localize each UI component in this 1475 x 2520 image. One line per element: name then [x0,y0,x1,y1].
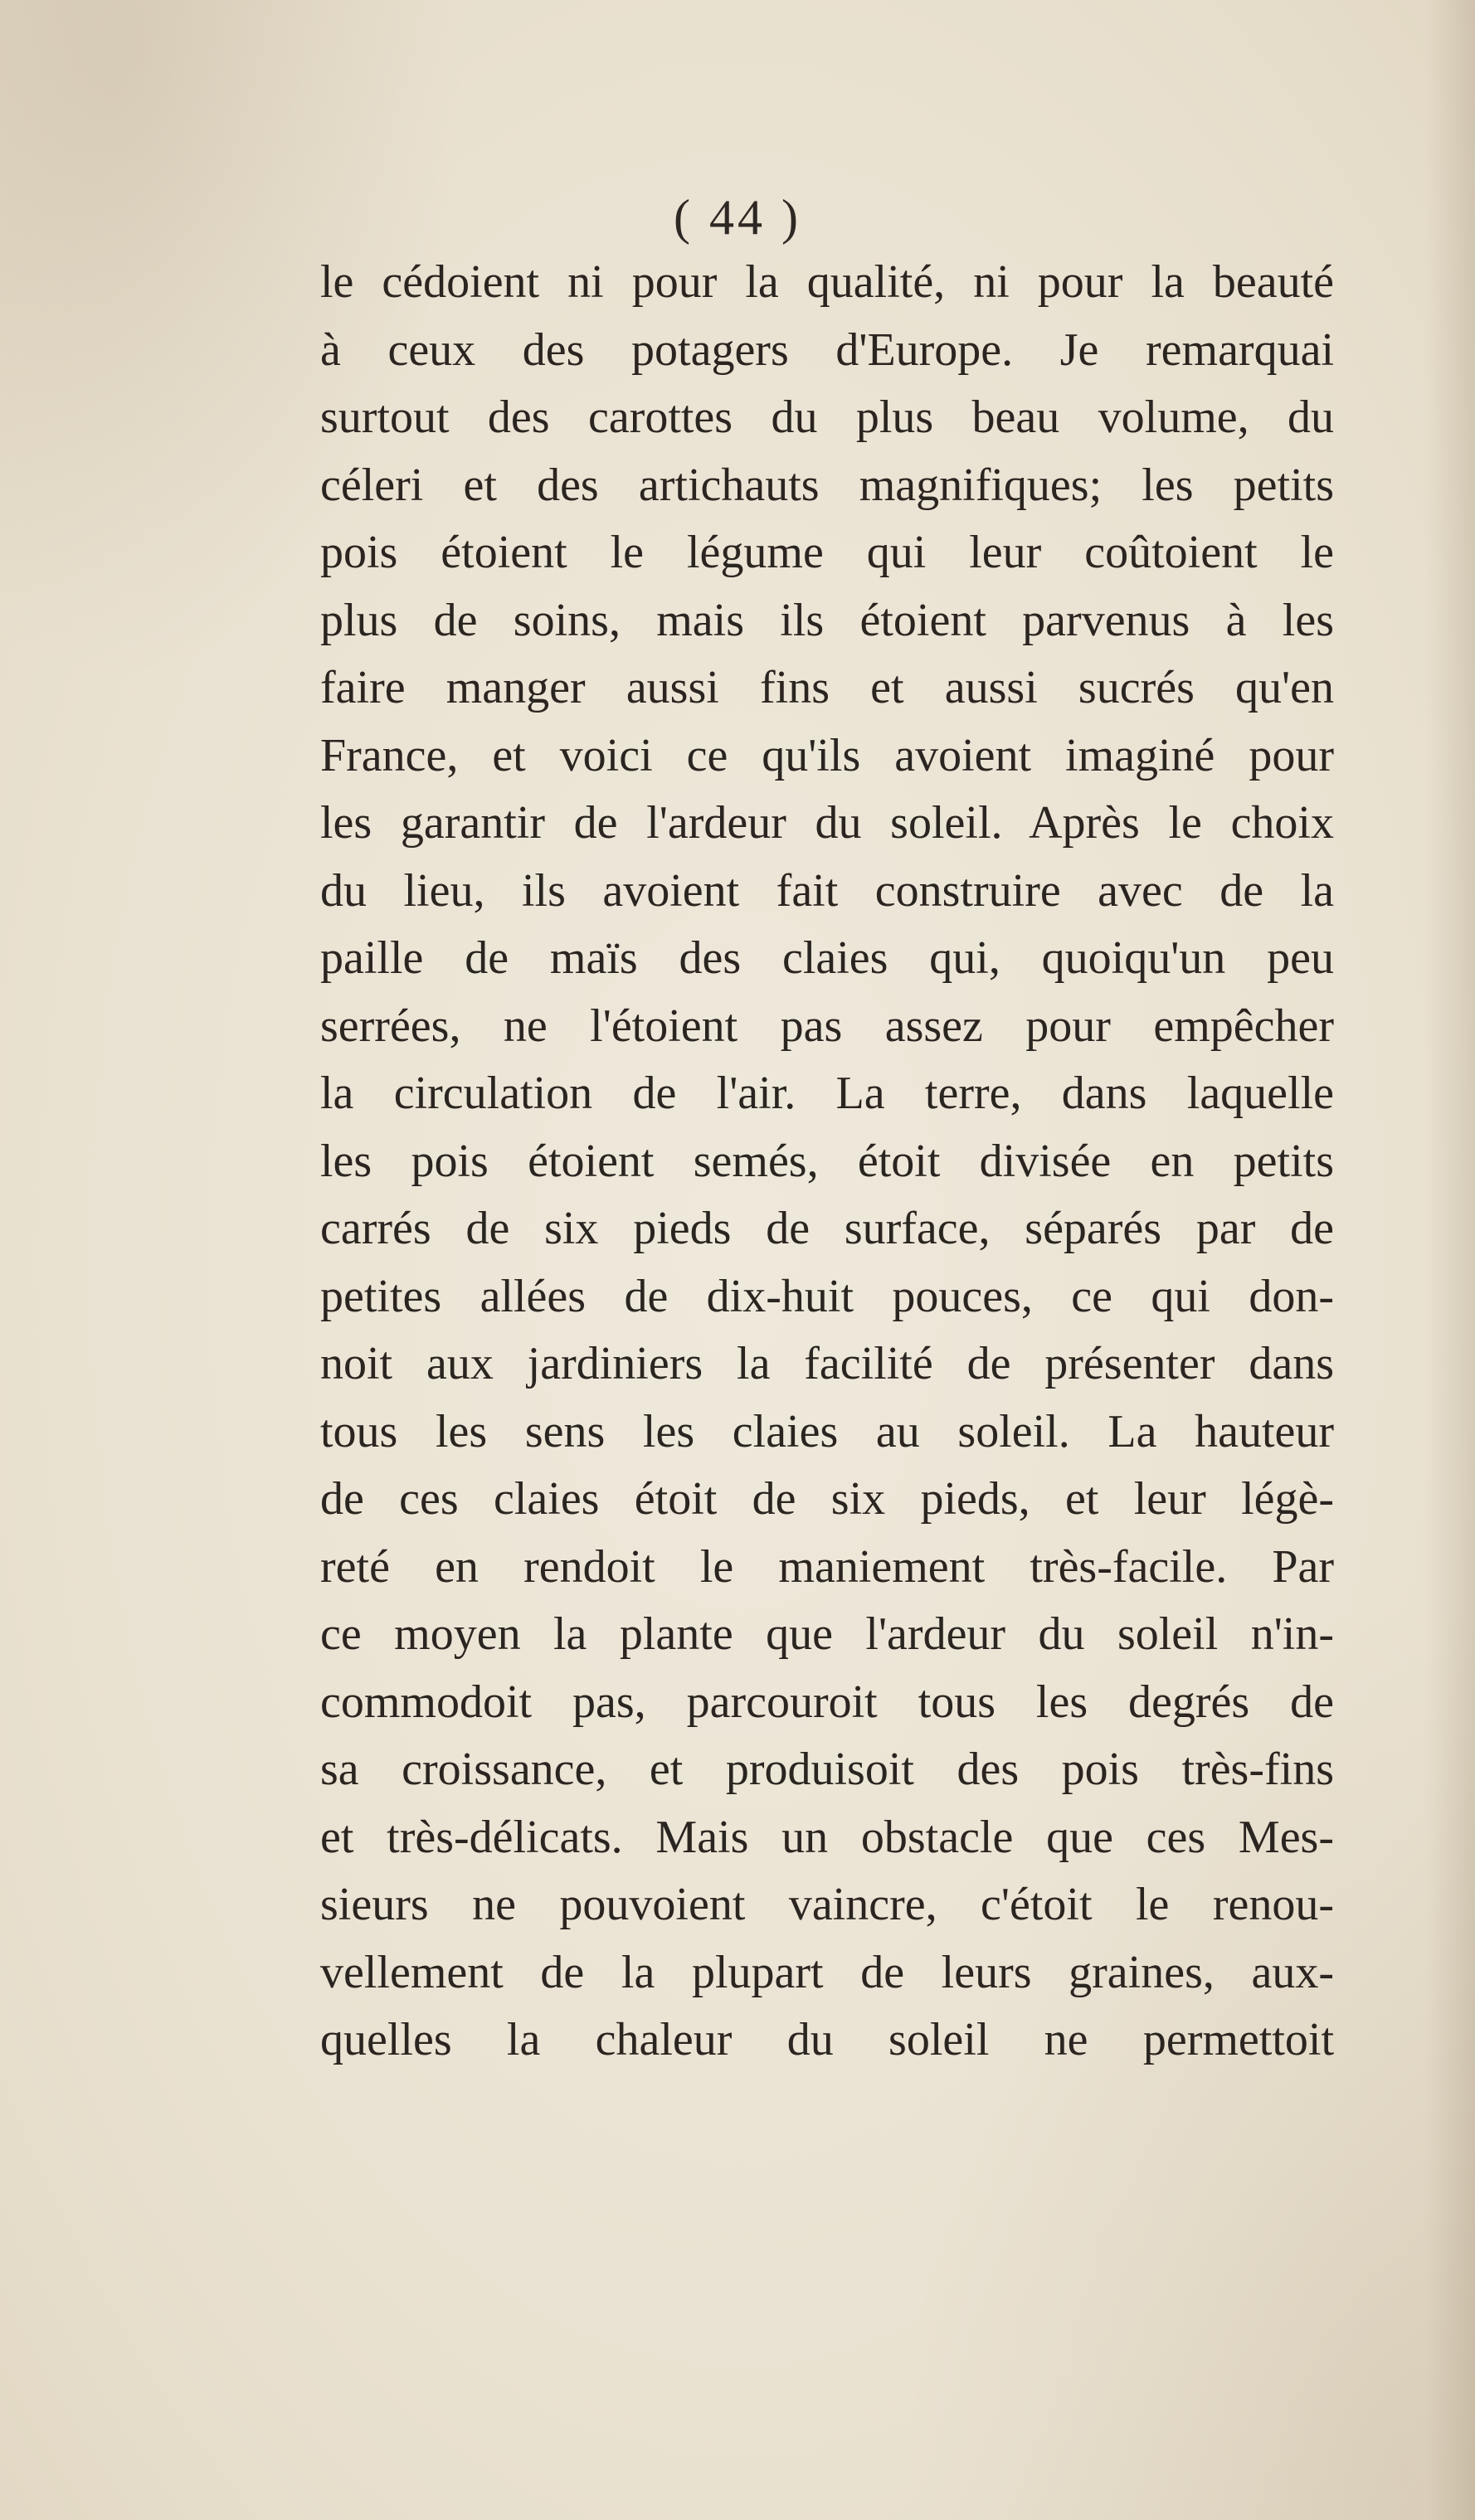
text-line: pois étoient le légume qui leur coûtoient le [320,527,1334,578]
text-line: la circulation de l'air. La terre, dans laquelle [320,1068,1334,1119]
text-line: et très-délicats. Mais un obstacle que ces Mes- [320,1811,1334,1863]
page-edge-shadow [1425,0,1475,2520]
text-line: sa croissance, et produisoit des pois très-fins [320,1744,1334,1795]
text-line: noit aux jardiniers la facilité de présenter dans [320,1338,1334,1389]
text-line: paille de maïs des claies qui, quoiqu'un peu [320,932,1334,984]
text-line: ce moyen la plante que l'ardeur du soleil n'in- [320,1608,1334,1660]
text-line: plus de soins, mais ils étoient parvenus à les [320,594,1334,646]
text-line: le cédoient ni pour la qualité, ni pour la beauté [320,256,1334,308]
text-line: petites allées de dix-huit pouces, ce qui don- [320,1270,1334,1322]
text-line: de ces claies étoit de six pieds, et leur légè- [320,1473,1334,1525]
text-line: faire manger aussi fins et aussi sucrés qu'en [320,662,1334,713]
text-line: tous les sens les claies au soleil. La hauteur [320,1405,1334,1457]
text-line: serrées, ne l'étoient pas assez pour empêcher [320,1000,1334,1052]
text-line: sieurs ne pouvoient vaincre, c'étoit le renou- [320,1879,1334,1930]
text-line: vellement de la plupart de leurs graines, aux- [320,1946,1334,1998]
text-line: à ceux des potagers d'Europe. Je remarquai [320,324,1334,376]
text-line: quelles la chaleur du soleil ne permettoit [320,2014,1334,2065]
text-line: reté en rendoit le maniement très-facile. Par [320,1540,1334,1593]
text-line: du lieu, ils avoient fait construire avec de la [320,864,1334,917]
text-line: commodoit pas, parcouroit tous les degrés de [320,1676,1334,1728]
text-line: surtout des carottes du plus beau volume, du [320,392,1334,443]
body-text [320,249,1334,2075]
text-line: céleri et des artichauts magnifiques; les petits [320,459,1334,511]
text-line: les garantir de l'ardeur du soleil. Après le choix [320,797,1334,849]
text-line: France, et voici ce qu'ils avoient imaginé pour [320,729,1334,781]
page-number: ( 44 ) [674,190,801,245]
text-line: carrés de six pieds de surface, séparés par de [320,1203,1334,1254]
text-line: les pois étoient semés, étoit divisée en petits [320,1135,1334,1187]
